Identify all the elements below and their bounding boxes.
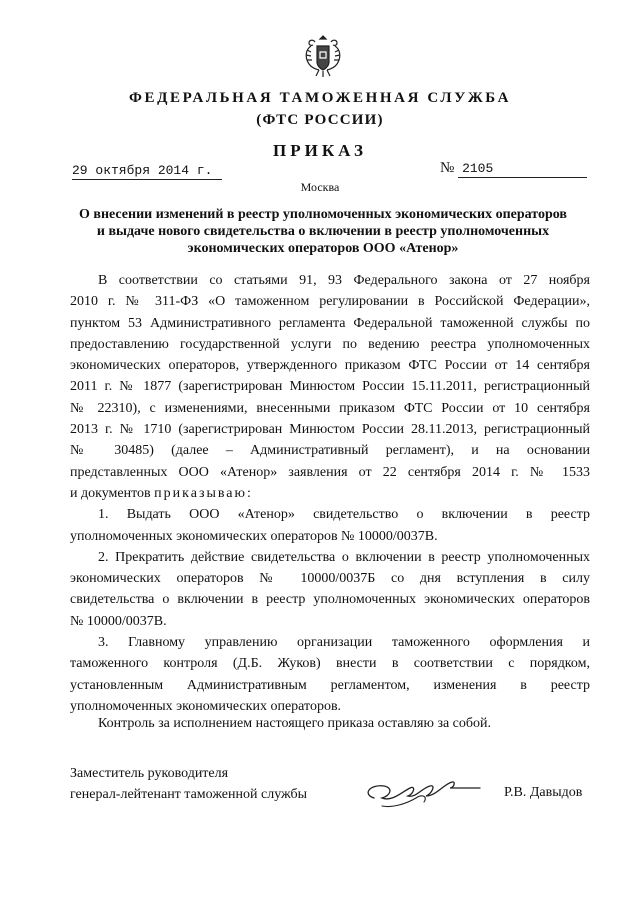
item-line: уполномоченных экономических операторов № 10000/0037В. [70,528,438,544]
item-line: № 10000/0037В. [70,613,167,629]
signatory-position [70,763,307,805]
order-number-value: 2105 [458,161,587,178]
body-final-prefix: и документов [70,485,151,501]
item-line: 2. Прекратить действие свидетельства о включении в реестр уполномоченных [98,549,590,565]
city: Москва [300,180,340,194]
order-subject [60,206,586,257]
body-line: № 22310), с изменениями, внесенными приказом ФТС России от 10 сентября [70,400,590,416]
handwritten-signature-icon [360,772,500,814]
body-line: представленных ООО «Атенор» заявления от 22 сентября 2014 г. № 1533 [70,464,590,480]
signatory-name: Р.В. Давыдов [504,785,583,800]
item-line: свидетельства о включении в реестр уполномоченных экономических операторов [70,592,590,608]
body-line: 2013 г. № 1710 (зарегистрирован Минюстом России 28.11.2013, регистрационный [70,422,590,438]
body-line: В соответствии со статьями 91, 93 Федерального закона от 27 ноября [98,273,590,288]
body-line: пунктом 53 Административного регламента Федеральной таможенной службы по [70,315,590,331]
order-date: 29 октября 2014 г. [72,163,222,180]
body-line: 2010 г. № 311-ФЗ «О таможенном регулировании в Российской Федерации», [70,294,590,310]
position-line: Заместитель руководителя [70,766,229,781]
item-line: таможенного контроля (Д.Б. Жуков) внести в соответствии с порядком, [70,656,590,672]
item-line: установленным Административным регламентом, изменения в реестр [70,677,590,693]
body-line [70,483,590,504]
subject-line: и выдаче нового свидетельства о включении в реестр уполномоченных [96,224,550,239]
order-keyword: приказываю: [154,485,253,501]
item-line: 1. Выдать ООО «Атенор» свидетельство о включении в реестр [98,507,590,523]
position-line: генерал-лейтенант таможенной службы [70,787,308,802]
document-type: ПРИКАЗ [273,141,367,160]
order-body [70,270,590,717]
body-line: экономических операторов, утвержденного приказом ФТС России от 14 сентября [70,358,590,374]
order-number [440,160,587,178]
subject-line: О внесении изменений в реестр уполномоченных экономических операторов [79,207,567,222]
number-sign: № [440,160,455,176]
subject-line: экономических операторов ООО «Атенор» [187,241,459,256]
agency-name: ФЕДЕРАЛЬНАЯ ТАМОЖЕННАЯ СЛУЖБА [128,90,512,106]
item-line: 3. Главному управлению организации таможенного оформления и [98,635,590,651]
body-line: № 30485) (далее – Административный регламент), и на основании [70,443,590,459]
item-line: уполномоченных экономических операторов. [70,698,342,714]
body-line: 2011 г. № 1877 (зарегистрирован Минюстом России 15.11.2011, регистрационный [70,379,590,395]
control-statement: Контроль за исполнением настоящего приказа оставляю за собой. [98,716,492,731]
body-line: предоставлению государственной услуги по ведению реестра уполномоченных [70,336,590,352]
item-line: экономических операторов № 10000/0037Б со дня вступления в силу [70,571,590,587]
coat-of-arms-icon [303,32,343,80]
agency-abbreviation: (ФТС РОССИИ) [256,112,384,128]
